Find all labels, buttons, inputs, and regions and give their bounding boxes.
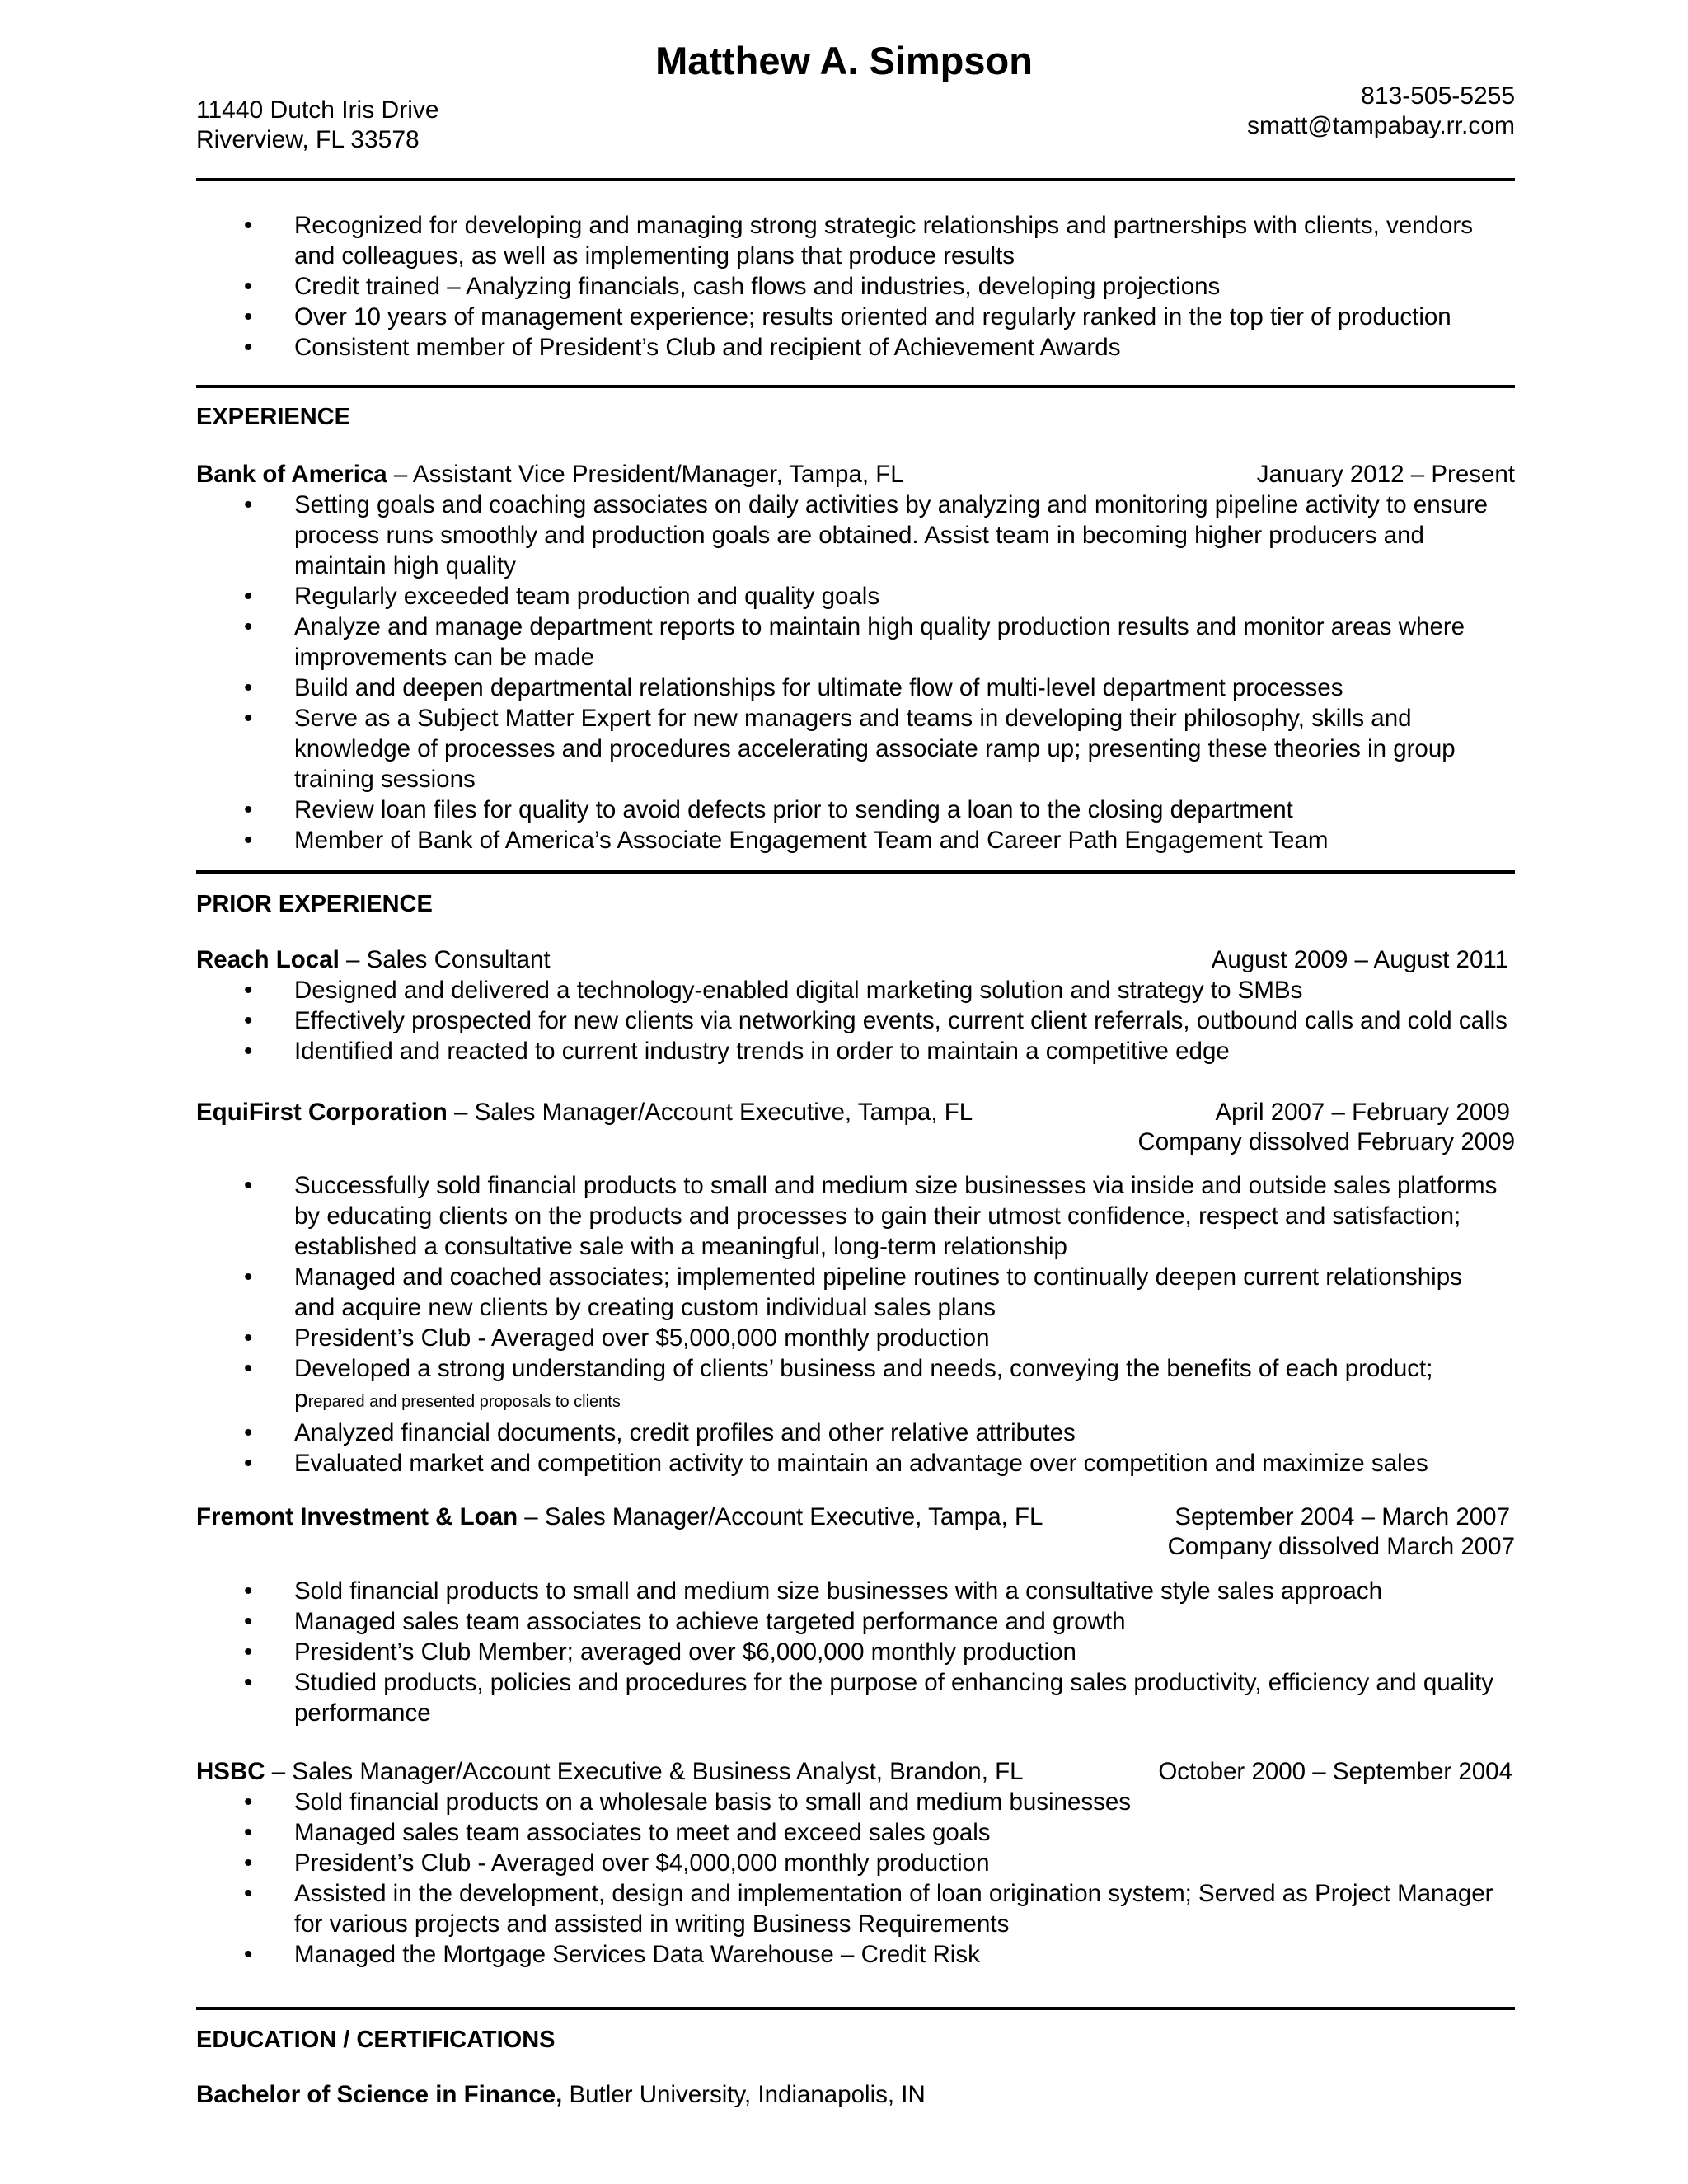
- duty-item: • Member of Bank of America’s Associate Engagement Team and Career Path Engagement Team: [244, 827, 1329, 854]
- address-line-1: 11440 Dutch Iris Drive: [196, 96, 439, 124]
- bullet-icon: •: [244, 273, 253, 300]
- summary-item: • Recognized for developing and managing strong strategic relationships and partnerships with clients, vendors and colleagues, as well as implementing plans that produce results: [244, 212, 1473, 269]
- section-divider: [196, 2007, 1515, 2010]
- duty-item: • Designed and delivered a technology-enabled digital marketing solution and strategy to SMBs: [244, 977, 1303, 1004]
- duty-item: • Sold financial products on a wholesale basis to small and medium businesses: [244, 1788, 1132, 1816]
- job-fremont: [196, 1502, 1515, 1562]
- duty-item: • Assisted in the development, design and implementation of loan origination system; Served as Project Manager for various projects and assisted in writing Business Requirements: [244, 1880, 1493, 1938]
- bullet-icon: •: [244, 583, 253, 610]
- summary-item: • Over 10 years of management experience; results oriented and regularly ranked in the top tier of production: [244, 303, 1451, 330]
- bullet-icon: •: [244, 796, 253, 823]
- company-name: EquiFirst Corporation: [196, 1099, 448, 1126]
- duty-item: • Managed sales team associates to meet and exceed sales goals: [244, 1819, 991, 1846]
- company-note: Company dissolved March 2007: [1167, 1533, 1515, 1560]
- bullet-icon: •: [244, 212, 253, 239]
- bullet-icon: •: [244, 1941, 253, 1968]
- bullet-icon: •: [244, 1419, 253, 1446]
- section-divider: [196, 870, 1515, 874]
- company-name: Bank of America: [196, 461, 387, 488]
- header-divider: [196, 178, 1515, 181]
- duty-item: • Analyze and manage department reports to maintain high quality production results and monitor areas where improvements can be made: [244, 613, 1465, 671]
- fremont-duties: [196, 1576, 1515, 1728]
- bullet-icon: •: [244, 491, 253, 518]
- duty-item: • Review loan files for quality to avoid defects prior to sending a loan to the closing department: [244, 796, 1293, 823]
- company-note: Company dissolved February 2009: [1137, 1128, 1515, 1155]
- company-name: HSBC: [196, 1758, 265, 1785]
- duty-item: • Managed the Mortgage Services Data Warehouse – Credit Risk: [244, 1941, 980, 1968]
- duty-item: • Managed and coached associates; implemented pipeline routines to continually deepen current relationships and acquire new clients by creating custom individual sales plans: [244, 1263, 1462, 1321]
- bullet-icon: •: [244, 977, 253, 1004]
- job-title: – Sales Manager/Account Executive & Business Analyst, Brandon, FL: [265, 1758, 1024, 1785]
- candidate-name: Matthew A. Simpson: [655, 39, 1033, 82]
- bullet-icon: •: [244, 303, 253, 330]
- job-title: – Assistant Vice President/Manager, Tampa, FL: [387, 461, 904, 488]
- section-heading: PRIOR EXPERIENCE: [196, 891, 433, 917]
- prior-experience-section: [196, 891, 1515, 918]
- duty-item: • President’s Club - Averaged over $4,000,000 monthly production: [244, 1849, 990, 1877]
- bullet-icon: •: [244, 1577, 253, 1605]
- bullet-icon: •: [244, 1263, 253, 1291]
- bullet-icon: •: [244, 613, 253, 640]
- bullet-icon: •: [244, 1788, 253, 1816]
- duty-item: • President’s Club - Averaged over $5,000,000 monthly production: [244, 1324, 990, 1352]
- duty-item: • Managed sales team associates to achieve targeted performance and growth: [244, 1608, 1126, 1635]
- job-header: [196, 1097, 1515, 1127]
- job-header: [196, 1502, 1515, 1532]
- bullet-icon: •: [244, 674, 253, 701]
- bullet-icon: •: [244, 1819, 253, 1846]
- job-dates: January 2012 – Present: [1256, 461, 1515, 488]
- job-dates: October 2000 – September 2004: [1158, 1758, 1512, 1785]
- duty-item: • Studied products, policies and procedures for the purpose of enhancing sales productivity, efficiency and quality performance: [244, 1669, 1494, 1727]
- bullet-icon: •: [244, 1849, 253, 1877]
- bullet-icon: •: [244, 1638, 253, 1666]
- company-name: Reach Local: [196, 946, 340, 973]
- duty-item: • Serve as a Subject Matter Expert for new managers and teams in developing their philosophy, skills and knowledge of processes and procedures accelerating associate ramp up; presenting these theories in group training sessions: [244, 705, 1456, 793]
- bullet-icon: •: [244, 1608, 253, 1635]
- summary-item: • Credit trained – Analyzing financials, cash flows and industries, developing projections: [244, 273, 1221, 300]
- experience-section: [196, 404, 1515, 431]
- duty-item: • Analyzed financial documents, credit profiles and other relative attributes: [244, 1419, 1076, 1446]
- mailing-address: [196, 96, 439, 155]
- duty-item: • Regularly exceeded team production and quality goals: [244, 583, 880, 610]
- duty-item: • Successfully sold financial products to small and medium size businesses via inside and outside sales platforms by educating clients on the products and processes to gain their utmost confidence, respect and satisfaction; established a consultative sale with a meaningful, long-term relationship: [244, 1172, 1498, 1260]
- degree: Bachelor of Science in Finance,: [196, 2081, 563, 2108]
- education-entry: [196, 2081, 1515, 2109]
- bullet-icon: •: [244, 1038, 253, 1065]
- section-heading: EXPERIENCE: [196, 404, 350, 430]
- section-divider: [196, 385, 1515, 388]
- job-hsbc: [196, 1756, 1515, 1970]
- job-header: [196, 944, 1515, 975]
- school: Butler University, Indianapolis, IN: [562, 2081, 926, 2108]
- bullet-icon: •: [244, 827, 253, 854]
- bullet-icon: •: [244, 1880, 253, 1907]
- bullet-icon: •: [244, 705, 253, 732]
- bullet-icon: •: [244, 1669, 253, 1696]
- job-title: – Sales Consultant: [339, 946, 551, 973]
- duty-item: • Sold financial products to small and medium size businesses with a consultative style sales approach: [244, 1577, 1382, 1605]
- summary-section: [196, 210, 1515, 363]
- job-header: [196, 1756, 1515, 1787]
- bullet-icon: •: [244, 1172, 253, 1199]
- job-header: [196, 459, 1515, 490]
- job-dates: August 2009 – August 2011: [1211, 946, 1508, 973]
- duty-item: • Developed a strong understanding of clients’ business and needs, conveying the benefits of each product; prepared and presented proposals to clients: [244, 1355, 1433, 1413]
- job-title: – Sales Manager/Account Executive, Tampa, FL: [518, 1503, 1043, 1530]
- duty-item: • Effectively prospected for new clients via networking events, current client referrals, outbound calls and cold calls: [244, 1007, 1507, 1034]
- education-section: [196, 2027, 1515, 2054]
- bullet-icon: •: [244, 1324, 253, 1352]
- bullet-icon: •: [244, 1355, 253, 1382]
- address-line-2: Riverview, FL 33578: [196, 126, 420, 153]
- job-bank-of-america: [196, 459, 1515, 855]
- job-equifirst: [196, 1097, 1515, 1157]
- bullet-icon: •: [244, 1450, 253, 1477]
- contact-info: [1247, 82, 1515, 141]
- duty-item: • Setting goals and coaching associates on daily activities by analyzing and monitoring pipeline activity to ensure process runs smoothly and production goals are obtained. Assist team in becoming higher producers and maintain high quality: [244, 491, 1488, 579]
- bullet-icon: •: [244, 1007, 253, 1034]
- equifirst-duties: [196, 1170, 1515, 1479]
- job-title: – Sales Manager/Account Executive, Tampa, FL: [447, 1099, 973, 1126]
- job-dates: April 2007 – February 2009: [1215, 1099, 1510, 1126]
- duty-item: • Build and deepen departmental relationships for ultimate flow of multi-level department processes: [244, 674, 1343, 701]
- phone-number: 813-505-5255: [1361, 82, 1515, 110]
- duty-item: • President’s Club Member; averaged over $6,000,000 monthly production: [244, 1638, 1076, 1666]
- company-name: Fremont Investment & Loan: [196, 1503, 518, 1530]
- job-dates: September 2004 – March 2007: [1175, 1503, 1510, 1530]
- job-reach-local: [196, 944, 1515, 1066]
- email-address: smatt@tampabay.rr.com: [1247, 112, 1515, 139]
- bullet-icon: •: [244, 334, 253, 361]
- section-heading: EDUCATION / CERTIFICATIONS: [196, 2027, 556, 2053]
- duty-item: • Identified and reacted to current industry trends in order to maintain a competitive edge: [244, 1038, 1230, 1065]
- summary-item: • Consistent member of President’s Club and recipient of Achievement Awards: [244, 334, 1121, 361]
- duty-item: • Evaluated market and competition activity to maintain an advantage over competition and maximize sales: [244, 1450, 1428, 1477]
